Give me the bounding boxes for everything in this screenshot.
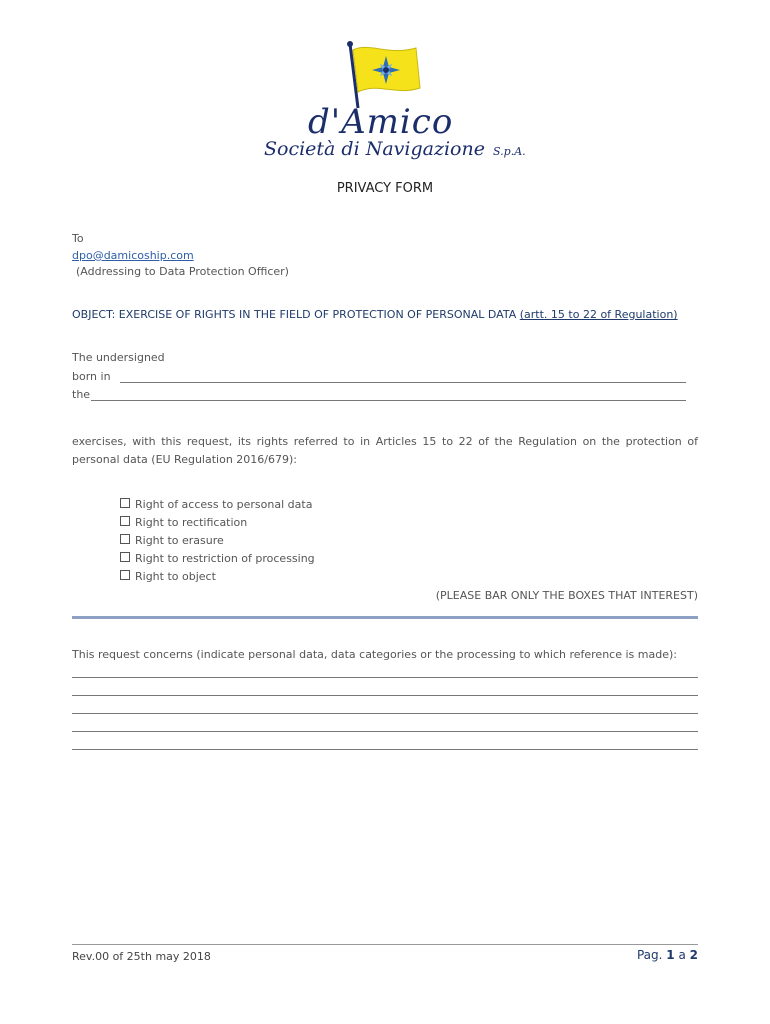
checkbox-box[interactable] [120, 516, 130, 526]
date-field[interactable] [91, 400, 686, 401]
request-line-2[interactable] [72, 695, 698, 696]
checkbox-right-rectification[interactable]: Right to rectification [120, 516, 247, 529]
request-concerns-label: This request concerns (indicate personal data, data categories or the processing to which reference is made): [72, 648, 677, 661]
dpo-email-link[interactable]: dpo@damicoship.com [72, 249, 194, 262]
undersigned-label: The undersigned [72, 351, 165, 364]
brand-name: d'Amico [308, 102, 454, 142]
request-line-4[interactable] [72, 731, 698, 732]
the-label: the [72, 388, 91, 401]
section-divider [72, 616, 698, 619]
checkbox-box[interactable] [120, 534, 130, 544]
born-in-field[interactable] [120, 382, 686, 383]
company-logo [262, 40, 526, 170]
rights-paragraph: exercises, with this request, its rights referred to in Articles 15 to 22 of the Regulation on the protection of personal data (EU Regulation 2016/679): [72, 435, 698, 466]
brand-subtitle: Società di Navigazione S.p.A. [264, 138, 526, 160]
request-line-5[interactable] [72, 749, 698, 750]
addressing-note: (Addressing to Data Protection Officer) [76, 265, 289, 278]
checkbox-right-erasure[interactable]: Right to erasure [120, 534, 224, 547]
revision-text: Rev.00 of 25th may 2018 [72, 950, 211, 963]
footer-divider [72, 944, 698, 945]
bar-boxes-note: (PLEASE BAR ONLY THE BOXES THAT INTEREST) [435, 589, 698, 602]
document-title: PRIVACY FORM [336, 181, 434, 196]
checkbox-right-object[interactable]: Right to object [120, 570, 216, 583]
page-number: Pag. 1 a 2 [636, 948, 698, 962]
checkbox-right-restriction[interactable]: Right to restriction of processing [120, 552, 315, 565]
request-line-1[interactable] [72, 677, 698, 678]
checkbox-right-access[interactable]: Right of access to personal data [120, 498, 312, 511]
checkbox-box[interactable] [120, 570, 130, 580]
request-line-3[interactable] [72, 713, 698, 714]
checkbox-box[interactable] [120, 498, 130, 508]
flag-icon [344, 40, 424, 110]
to-label: To [72, 232, 84, 245]
object-heading: OBJECT: EXERCISE OF RIGHTS IN THE FIELD OF PROTECTION OF PERSONAL DATA (artt. 15 to 22 of Regulation) [72, 308, 678, 321]
checkbox-box[interactable] [120, 552, 130, 562]
born-in-label: born in [72, 370, 111, 383]
